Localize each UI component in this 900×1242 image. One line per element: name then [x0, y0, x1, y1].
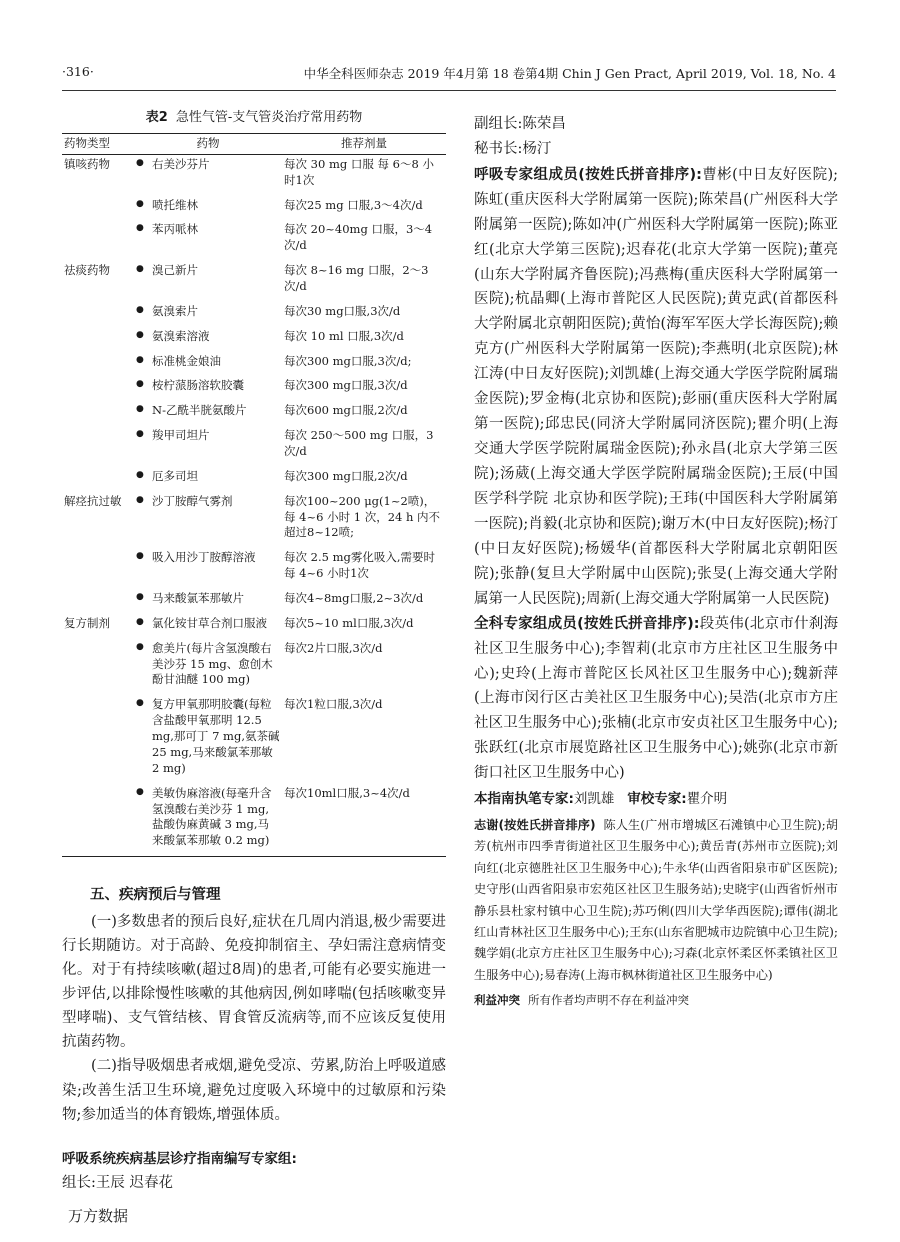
table-row [62, 352, 446, 377]
drug-name-cell: ● 马来酸氯苯那敏片 [134, 589, 282, 614]
drug-dose-cell: 每次10ml口服,3~4次/d [282, 784, 446, 857]
ack-list: 陈人生(广州市增城区石滩镇中心卫生院);胡芳(杭州市四季青街道社区卫生服务中心);黄岳青(苏州市立医院);刘向红(北京德胜社区卫生服务中心);牛永华(山西省阳泉市矿区医院);史守彤(山西省阳泉市宏苑区社区卫生服务站);史晓宇(山西省忻州市静乐县杜家村镇中心卫生院);苏巧俐(四川大学华西医院);谭伟(湖北红山青林社区卫生服务中心);王东(山东省肥城市边院镇中心卫生院);魏学娟(北京方庄社区卫生服务中心);习森(北京怀柔区怀柔镇社区卫生服务中心);易春涛(上海市枫林街道社区卫生服务中心) [474, 818, 838, 982]
drug-dose-cell: 每次1粒口服,3次/d [284, 697, 383, 712]
acknowledgements [474, 815, 838, 986]
reviewer-name: 瞿介明 [686, 791, 728, 808]
paragraph-management: (二)指导吸烟患者戒烟,避免受凉、劳累,防治上呼吸道感染;改善生活卫生环境,避免过度吸入环境中的过敏原和污染物;参加适当的体育锻炼,增强体质。 [62, 1058, 446, 1123]
table-label: 表2 [145, 110, 168, 125]
table-row [62, 302, 446, 327]
drug-category-cell [62, 467, 134, 492]
table-header-row [62, 134, 446, 155]
table-row [62, 492, 446, 549]
table-row [62, 614, 446, 639]
drug-category-cell: 解痉抗过敏 [64, 493, 122, 508]
reviewer-label: 审校专家: [627, 791, 687, 808]
drug-dose-cell: 每次 10 ml 口服,3次/d [284, 328, 404, 343]
drug-category-cell [62, 639, 134, 696]
drug-name-cell: ● 氯化铵甘草合剂口服液 [134, 614, 282, 639]
table-row [62, 261, 446, 302]
drug-category-cell [62, 302, 134, 327]
page-number: ·316· [62, 64, 94, 79]
writers [474, 788, 838, 811]
paragraph-prognosis: (一)多数患者的预后良好,症状在几周内消退,极少需要进行长期随访。对于高龄、免疫抑制宿主、孕妇需注意病情变化。对于有持续咳嗽(超过8周)的患者,可能有必要实施进一步评估,以排除慢性咳嗽的其他病因,例如哮喘(包括咳嗽变异型哮喘)、支气管结核、胃食管反流病等,而不应该反复使用抗菌药物。 [62, 914, 446, 1051]
conflict-of-interest [474, 992, 838, 1008]
drug-name-cell: ● N-乙酰半胱氨酸片 [134, 401, 282, 426]
table-row [62, 639, 446, 696]
gp-experts [474, 612, 838, 787]
drug-name-cell: ● 氨溴索溶液 [134, 327, 282, 352]
coi-text: 所有作者均声明不存在利益冲突 [528, 992, 689, 1007]
drug-name-cell: ● 苯丙哌林 [134, 220, 282, 261]
drug-dose-cell: 每次100~200 μg(1~2喷)，每 4~6 小时 1 次，24 h 内不超过8~12喷; [284, 493, 441, 540]
drug-name-cell: ● 桉柠蒎肠溶软胶囊 [134, 376, 282, 401]
table-row [62, 426, 446, 467]
group-leader: 组长:王辰 迟春花 [62, 1174, 173, 1191]
table-row [62, 220, 446, 261]
header-drug-type: 药物类型 [62, 134, 134, 155]
drug-category-cell [62, 220, 134, 261]
table-row [62, 695, 446, 783]
drug-category-cell [62, 695, 134, 783]
drug-dose-cell: 每次2片口服,3次/d [284, 640, 383, 655]
drug-category-cell [62, 352, 134, 377]
resp-experts-label: 呼吸专家组成员(按姓氏拼音排序): [474, 166, 702, 183]
drug-category-cell [62, 327, 134, 352]
drug-category-cell [62, 426, 134, 467]
running-header [62, 64, 836, 88]
drug-category-cell: 复方制剂 [64, 615, 110, 630]
table-row [62, 784, 446, 857]
header-dose: 推荐剂量 [282, 134, 446, 155]
drug-dose-cell: 每次 30 mg 口服 每 6～8 小时1次 [284, 156, 434, 187]
header-drug: 药物 [134, 134, 282, 155]
drug-category-cell [62, 376, 134, 401]
ack-label: 志谢(按姓氏拼音排序) [474, 818, 596, 833]
drug-name-cell: ● 愈美片(每片含氢溴酸右美沙芬 15 mg、愈创木酚甘油醚 100 mg) [134, 639, 282, 696]
expert-group-title: 呼吸系统疾病基层诊疗指南编写专家组: [62, 1150, 297, 1167]
table-row [62, 467, 446, 492]
drug-dose-cell: 每次 8~16 mg 口服，2～3次/d [284, 263, 429, 294]
writer-name: 刘凯雄 [573, 791, 615, 808]
section-title: 五、疾病预后与管理 [90, 887, 221, 904]
drug-table [62, 133, 446, 857]
drug-category-cell [62, 401, 134, 426]
drug-dose-cell: 每次5~10 ml口服,3次/d [284, 615, 414, 630]
drug-name-cell: ● 右美沙芬片 [134, 154, 282, 195]
drug-name-cell: ● 喷托维林 [134, 196, 282, 221]
journal-citation: 中华全科医师杂志 2019 年4月第 18 卷第4期 Chin J Gen Pract, April 2019, Vol. 18, No. 4 [303, 66, 836, 81]
header-rule [62, 90, 836, 91]
secretary: 秘书长:杨汀 [474, 141, 552, 158]
drug-dose-cell: 每次 250～500 mg 口服，3次/d [284, 428, 434, 459]
drug-category-cell: 祛痰药物 [64, 263, 110, 278]
gp-experts-list: 段英伟(北京市什刹海社区卫生服务中心);李智莉(北京市方庄社区卫生服务中心);史玲(上海市普陀区长风社区卫生服务中心);魏新萍(上海市闵行区古美社区卫生服务中心);吴浩(北京市方庄社区卫生服务中心);张楠(北京市安贞社区卫生服务中心);张跃红(北京市展览路社区卫生服务中心);姚弥(北京市新街口社区卫生服务中心) [474, 615, 838, 782]
drug-dose-cell: 每次 2.5 mg雾化吸入,需要时每 4~6 小时1次 [284, 550, 436, 581]
gp-experts-label: 全科专家组成员(按姓氏拼音排序): [474, 615, 700, 632]
table-row [62, 548, 446, 589]
drug-dose-cell: 每次300 mg口服,3次/d; [284, 353, 412, 368]
drug-category-cell [62, 589, 134, 614]
table-row [62, 154, 446, 195]
table-caption [62, 106, 446, 125]
drug-dose-cell: 每次300 mg口服,3次/d [284, 378, 408, 393]
drug-name-cell: ● 氨溴索片 [134, 302, 282, 327]
drug-category-cell [62, 196, 134, 221]
left-column [62, 106, 446, 1195]
coi-label: 利益冲突 [474, 992, 520, 1007]
drug-category-cell [62, 784, 134, 857]
resp-experts [474, 163, 838, 612]
drug-name-cell: ● 厄多司坦 [134, 467, 282, 492]
drug-name-cell: ● 沙丁胺醇气雾剂 [134, 492, 282, 549]
drug-name-cell: ● 吸入用沙丁胺醇溶液 [134, 548, 282, 589]
table-title: 急性气管-支气管炎治疗常用药物 [175, 110, 363, 125]
drug-name-cell: ● 美敏伪麻溶液(每毫升含氢溴酸右美沙芬 1 mg,盐酸伪麻黄碱 3 mg,马来酸氯苯那敏 0.2 mg) [134, 784, 282, 857]
drug-name-cell: ● 复方甲氧那明胶囊(每粒含盐酸甲氧那明 12.5 mg,那可丁 7 mg,氨茶碱 25 mg,马来酸氯苯那敏2 mg) [134, 695, 282, 783]
drug-dose-cell: 每次4~8mg口服,2~3次/d [284, 591, 424, 606]
drug-category-cell: 镇咳药物 [64, 156, 110, 171]
drug-name-cell: ● 溴己新片 [134, 261, 282, 302]
watermark: 万方数据 [68, 1207, 129, 1225]
drug-name-cell: ● 标准桃金娘油 [134, 352, 282, 377]
drug-dose-cell: 每次600 mg口服,2次/d [284, 403, 408, 418]
table-row [62, 327, 446, 352]
table-row [62, 401, 446, 426]
drug-dose-cell: 每次300 mg口服,2次/d [284, 468, 408, 483]
resp-experts-list: 曹彬(中日友好医院);陈虹(重庆医科大学附属第一医院);陈荣昌(广州医科大学附属第一医院);陈如冲(广州医科大学附属第一医院);陈亚红(北京大学第三医院);迟春花(北京大学第一医院);董亮(山东大学附属齐鲁医院);冯燕梅(重庆医科大学附属第一医院);杭晶卿(上海市普陀区人民医院);黄克武(首都医科大学附属北京朝阳医院);黄怡(海军军医大学长海医院);赖克方(广州医科大学附属第一医院);李燕明(北京医院);林江涛(中日友好医院);刘凯雄(上海交通大学医学院附属瑞金医院);罗金梅(北京协和医院);彭丽(重庆医科大学附属第一医院);邱忠民(同济大学附属同济医院);瞿介明(上海交通大学医学院附属瑞金医院);孙永昌(北京大学第三医院);汤葳(上海交通大学医学院附属瑞金医院);王辰(中国医学科学院 北京协和医学院);王玮(中国医科大学附属第一医院);肖毅(北京协和医院);谢万木(中日友好医院);杨汀(中日友好医院);杨媛华(首都医科大学附属北京朝阳医院);张静(复旦大学附属中山医院);张旻(上海交通大学附属第一人民医院);周新(上海交通大学附属第一人民医院) [474, 166, 838, 607]
drug-dose-cell: 每次30 mg口服,3次/d [284, 303, 401, 318]
drug-name-cell: ● 羧甲司坦片 [134, 426, 282, 467]
right-column [474, 112, 838, 1008]
vice-leader: 副组长:陈荣昌 [474, 116, 566, 132]
drug-dose-cell: 每次 20~40mg 口服，3～4次/d [284, 222, 433, 253]
writer-label: 本指南执笔专家: [474, 791, 574, 808]
drug-dose-cell: 每次25 mg 口服,3～4次/d [284, 197, 423, 212]
table-row [62, 196, 446, 221]
table-row [62, 589, 446, 614]
drug-category-cell [62, 548, 134, 589]
table-row [62, 376, 446, 401]
